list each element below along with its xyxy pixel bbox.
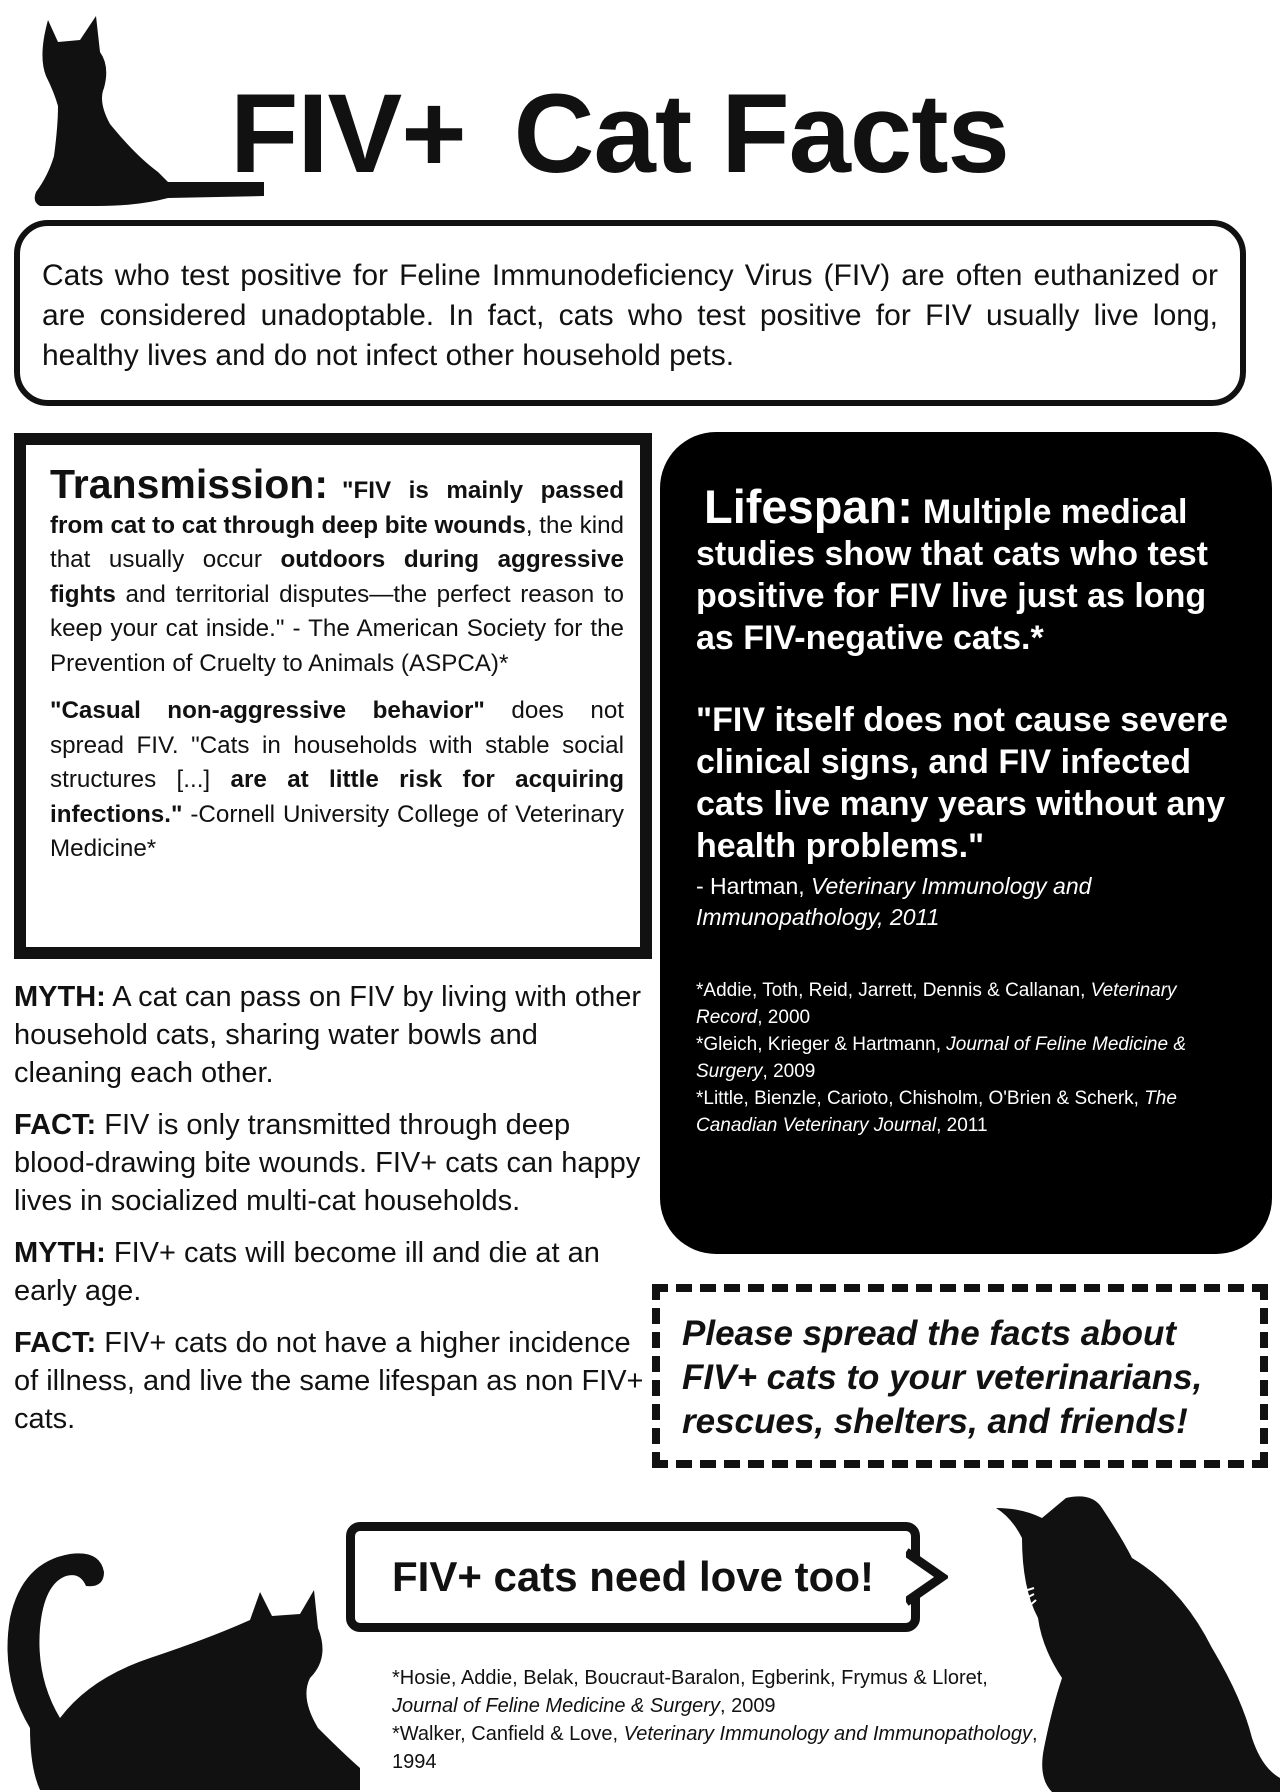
- speech-bubble-tail-icon: [906, 1548, 948, 1606]
- reference-item: [696, 1085, 1242, 1139]
- transmission-heading: Transmission:: [50, 461, 328, 507]
- reference-authors: *Gleich, Krieger & Hartmann,: [696, 1034, 947, 1055]
- myth-item: [14, 1234, 644, 1310]
- fact-text: FIV+ cats do not have a higher incidence of illness, and live the same lifespan as non FIV+ cats.: [14, 1327, 644, 1435]
- transmission-paragraph-2: [50, 694, 624, 867]
- reference-year: , 2011: [936, 1115, 988, 1136]
- love-speech-bubble: [346, 1522, 920, 1632]
- reference-journal: The Canadian Veterinary Journal: [696, 1088, 1177, 1136]
- transmission-box: [14, 433, 652, 959]
- citation-author: - Hartman,: [696, 873, 812, 899]
- transmission-text: -Cornell University College of Veterinary Medicine*: [50, 800, 624, 862]
- transmission-emphasis: outdoors during aggressive fights: [50, 546, 625, 608]
- title-cat-facts: Cat Facts: [513, 71, 1009, 196]
- reference-year: , 2009: [762, 1061, 816, 1082]
- bottom-references: [392, 1664, 1052, 1776]
- fact-item: [14, 1106, 644, 1220]
- transmission-text: , the kind that usually occur: [50, 511, 624, 573]
- reference-year: , 2009: [719, 1695, 776, 1717]
- page-title: [230, 71, 1009, 196]
- lifespan-box: [660, 432, 1272, 1254]
- transmission-paragraph-1: [50, 461, 625, 681]
- reference-item: [696, 1031, 1242, 1085]
- spread-text: Please spread the facts about FIV+ cats to your veterinarians, rescues, shelters, and friends!: [682, 1314, 1203, 1441]
- transmission-emphasis: "Casual non-aggressive behavior": [50, 697, 485, 724]
- transmission-text: does not spread FIV. "Cats in households with stable social structures [...]: [50, 697, 625, 793]
- myth-text: FIV+ cats will become ill and die at an early age.: [14, 1237, 600, 1307]
- fact-item: [14, 1324, 644, 1438]
- reference-year: , 1994: [392, 1723, 1038, 1773]
- lifespan-heading: Lifespan:: [704, 480, 913, 533]
- fact-label: FACT:: [14, 1109, 97, 1141]
- reference-item: [392, 1664, 1052, 1720]
- reference-authors: *Little, Bienzle, Carioto, Chisholm, O'Brien & Scherk,: [696, 1088, 1145, 1109]
- lifespan-references: [696, 977, 1242, 1139]
- intro-text: Cats who test positive for Feline Immunodeficiency Virus (FIV) are often euthanized or are considered unadoptable. In fact, cats who test positive for FIV usually live long, healthy lives and do not infect other household pets.: [42, 259, 1218, 372]
- reference-journal: Journal of Feline Medicine & Surgery: [392, 1695, 720, 1717]
- transmission-emphasis: "FIV is mainly passed from cat to cat through deep bite wounds: [50, 477, 624, 539]
- lifespan-lead-text: Multiple medical studies show that cats who test positive for FIV live just as long as FIV-negative cats.*: [696, 493, 1208, 657]
- love-text: FIV+ cats need love too!: [392, 1553, 874, 1600]
- myth-label: MYTH:: [14, 1237, 106, 1269]
- reference-authors: *Hosie, Addie, Belak, Boucraut-Baralon, Egberink, Frymus & Lloret,: [392, 1667, 988, 1689]
- myth-item: [14, 978, 644, 1092]
- intro-box: [14, 220, 1246, 406]
- lifespan-lead: [696, 480, 1242, 659]
- reference-journal: Veterinary Record: [696, 980, 1177, 1028]
- citation-source: Veterinary Immunology and Immunopathology, 2011: [696, 873, 1092, 930]
- lifespan-citation: [696, 871, 1242, 933]
- myth-fact-list: [14, 978, 644, 1452]
- reference-journal: Veterinary Immunology and Immunopathology: [623, 1723, 1032, 1745]
- transmission-text: and territorial disputes—the perfect reason to keep your cat inside." - The American Society for the Prevention of Cruelty to Animals (ASPCA)*: [50, 580, 624, 677]
- reference-authors: *Walker, Canfield & Love,: [392, 1723, 624, 1745]
- spread-the-facts-box: [652, 1284, 1268, 1468]
- title-fiv: FIV+: [230, 71, 466, 196]
- reference-journal: Journal of Feline Medicine & Surgery: [696, 1034, 1187, 1082]
- transmission-emphasis: are at little risk for acquiring infections.": [50, 766, 624, 828]
- reference-year: , 2000: [757, 1007, 811, 1028]
- reference-item: [696, 977, 1242, 1031]
- reference-authors: *Addie, Toth, Reid, Jarrett, Dennis & Callanan,: [696, 980, 1091, 1001]
- reference-item: [392, 1720, 1052, 1776]
- fact-text: FIV is only transmitted through deep blood-drawing bite wounds. FIV+ cats can happy lives in socialized multi-cat households.: [14, 1109, 641, 1217]
- myth-label: MYTH:: [14, 981, 106, 1013]
- lying-cat-silhouette-icon: [0, 1528, 380, 1790]
- lifespan-quote: "FIV itself does not cause severe clinical signs, and FIV infected cats live many years without any health problems.": [696, 701, 1228, 865]
- myth-text: A cat can pass on FIV by living with other household cats, sharing water bowls and cleaning each other.: [14, 981, 641, 1089]
- fact-label: FACT:: [14, 1327, 97, 1359]
